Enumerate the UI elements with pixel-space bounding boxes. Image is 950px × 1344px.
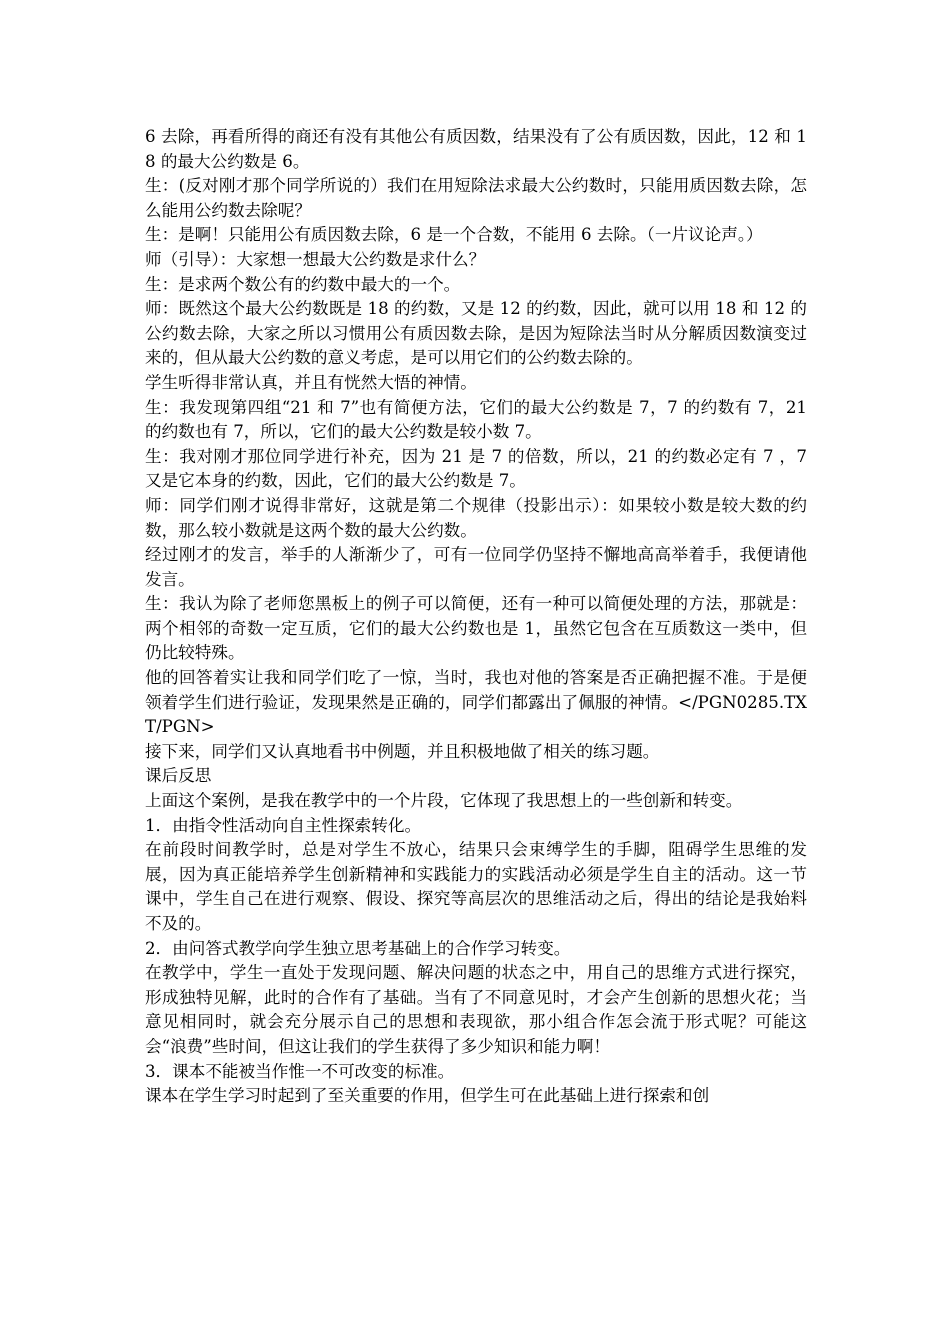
- numbered-heading: 2．由问答式教学向学生独立思考基础上的合作学习转变。: [145, 938, 571, 958]
- numbered-heading: 3．课本不能被当作惟一不可改变的标准。: [145, 1061, 455, 1081]
- paragraph: 课本在学生学习时起到了至关重要的作用，但学生可在此基础上进行探索和创: [145, 1086, 710, 1106]
- paragraph: 接下来，同学们又认真地看书中例题，并且积极地做了相关的练习题。: [145, 741, 660, 761]
- section-heading: 课后反思: [145, 766, 212, 786]
- paragraph: 师：既然这个最大公约数既是 18 的约数，又是 12 的约数，因此，就可以用 18 和 12 的公约数去除，大家之所以习惯用公有质因数去除，是因为短除法当时从分解质因数演变过来的，但从最大公约数的意义考虑，是可以用它们的公约数去除的。: [145, 299, 807, 368]
- paragraph: 生：我认为除了老师您黑板上的例子可以简便，还有一种可以简便处理的方法，那就是：两个相邻的奇数一定互质，它们的最大公约数也是 1，虽然它包含在互质数这一类中，但仍比较特殊。: [145, 594, 807, 663]
- paragraph: 生：是求两个数公有的约数中最大的一个。: [145, 274, 461, 294]
- paragraph: 在前段时间教学时，总是对学生不放心，结果只会束缚学生的手脚，阻碍学生思维的发展，因为真正能培养学生创新精神和实践能力的实践活动必须是学生自主的活动。这一节课中，学生自己在进行观察、假设、探究等高层次的思维活动之后，得出的结论是我始料不及的。: [145, 840, 807, 933]
- paragraph: 学生听得非常认真，并且有恍然大悟的神情。: [145, 372, 477, 392]
- paragraph: 生：我发现第四组“21 和 7”也有简便方法，它们的最大公约数是 7，7 的约数有 7，21 的约数也有 7，所以，它们的最大公约数是较小数 7。: [145, 397, 807, 442]
- paragraph: 师：同学们刚才说得非常好，这就是第二个规律（投影出示）：如果较小数是较大数的约数，那么较小数就是这两个数的最大公约数。: [145, 495, 807, 540]
- paragraph: 在教学中，学生一直处于发现问题、解决问题的状态之中，用自己的思维方式进行探究，形成独特见解，此时的合作有了基础。当有了不同意见时，才会产生创新的思想火花；当意见相同时，就会充分展示自己的思想和表现欲，那小组合作怎会流于形式呢？可能这会“浪费”些时间，但这让我们的学生获得了多少知识和能力啊！: [145, 963, 807, 1056]
- paragraph: 上面这个案例，是我在教学中的一个片段，它体现了我思想上的一些创新和转变。: [145, 791, 743, 811]
- paragraph: 生：我对刚才那位同学进行补充，因为 21 是 7 的倍数，所以，21 的约数必定有 7 ，7 又是它本身的约数，因此，它们的最大公约数是 7。: [145, 446, 807, 491]
- paragraph: 经过刚才的发言，举手的人渐渐少了，可有一位同学仍坚持不懈地高高举着手，我便请他发言。: [145, 545, 807, 589]
- paragraph: 生：是啊！只能用公有质因数去除，6 是一个合数，不能用 6 去除。（一片议论声。）: [145, 225, 763, 245]
- numbered-heading: 1．由指令性活动向自主性探索转化。: [145, 815, 422, 835]
- paragraph: 师（引导）：大家想一想最大公约数是求什么？: [145, 249, 486, 269]
- paragraph: 他的回答着实让我和同学们吃了一惊，当时，我也对他的答案是否正确把握不准。于是便领着学生们进行验证，发现果然是正确的，同学们都露出了佩服的神情。</PGN0285.TXT/PGN>: [145, 668, 807, 737]
- paragraph: 生：(反对刚才那个同学所说的）我们在用短除法求最大公约数时，只能用质因数去除，怎么能用公约数去除呢？: [145, 176, 807, 220]
- paragraph: 6 去除，再看所得的商还有没有其他公有质因数，结果没有了公有质因数，因此，12 和 18 的最大公约数是 6。: [145, 127, 807, 171]
- document-body: [145, 125, 807, 1109]
